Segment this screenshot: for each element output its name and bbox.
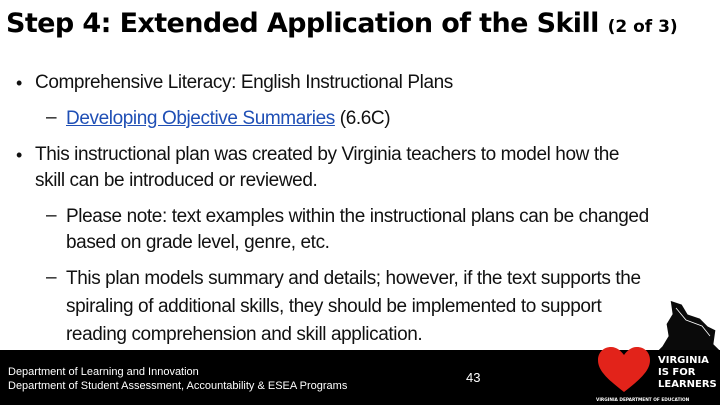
virginia-is-for-learners-logo — [590, 300, 720, 405]
dept-assessment: Department of Student Assessment, Accountability & ESEA Programs — [8, 380, 348, 392]
footer-departments — [8, 365, 347, 393]
developing-objective-summaries-link[interactable]: Developing Objective Summaries — [66, 108, 335, 129]
logo-line-1: VIRGINIA — [658, 355, 709, 366]
bullet-2-line-2: skill can be introduced or reviewed. — [35, 170, 318, 191]
subitem-note-line-2: based on grade level, genre, etc. — [66, 232, 330, 253]
logo-line-2: IS FOR — [658, 367, 696, 378]
standard-code: (6.6C) — [339, 108, 391, 129]
virginia-state-silhouette — [650, 300, 720, 358]
subitem-note-line-1: Please note: text examples within the instructional plans can be changed — [66, 206, 649, 227]
subitem-plan-line-2: spiraling of additional skills, they should be implemented to support — [66, 296, 602, 317]
title-suffix: (2 of 3) — [607, 17, 678, 37]
subitem-plan-line-1: This plan models summary and details; however, if the text supports the — [66, 268, 641, 289]
page-number: 43 — [466, 370, 481, 385]
bullet-2-line-1: This instructional plan was created by Virginia teachers to model how the — [35, 144, 620, 165]
bullet-icon: • — [16, 73, 23, 93]
bullet-1-text: Comprehensive Literacy: English Instructional Plans — [35, 72, 453, 93]
dept-learning-innovation: Department of Learning and Innovation — [8, 366, 199, 378]
dash-icon: – — [46, 107, 57, 128]
title-main: Step 4: Extended Application of the Skill — [6, 8, 599, 39]
bullet-1-subitem — [66, 107, 390, 131]
dash-icon: – — [46, 205, 57, 226]
logo-line-3: LEARNERS — [658, 379, 717, 390]
dash-icon: – — [46, 267, 57, 288]
bullet-icon: • — [16, 145, 23, 165]
subitem-plan-line-3: reading comprehension and skill application. — [66, 324, 423, 345]
logo-tagline: VIRGINIA DEPARTMENT OF EDUCATION — [596, 398, 690, 403]
